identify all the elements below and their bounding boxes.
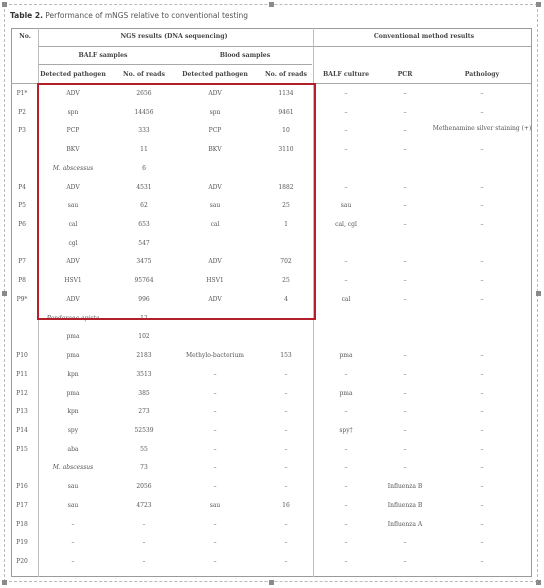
pcr-result: – <box>403 352 407 360</box>
pcr-result: – <box>403 258 407 266</box>
pathology-result: – <box>480 258 484 266</box>
row-number: P8 <box>18 277 26 285</box>
header-blood-samples: Blood samples <box>219 52 271 59</box>
row-number: P16 <box>16 483 28 491</box>
blood-reads: 4 <box>284 295 288 303</box>
balf-reads: 95764 <box>134 277 154 285</box>
blood-pathogen: PCP <box>208 127 222 135</box>
balf-reads: 4531 <box>136 183 152 191</box>
balf-pathogen: M. abscessus <box>52 464 94 472</box>
balf-culture: – <box>344 183 348 191</box>
header-blood-reads: No. of reads <box>265 71 307 78</box>
balf-culture: – <box>344 277 348 285</box>
balf-culture: pma <box>339 389 353 397</box>
balf-pathogen: ADV <box>66 90 80 97</box>
row-number: P13 <box>16 408 28 416</box>
balf-pathogen: spy <box>67 426 79 434</box>
pathology-result: Methenamine silver staining (+) <box>432 125 532 133</box>
blood-reads: – <box>284 408 288 416</box>
blood-reads: – <box>284 389 288 397</box>
blood-reads: – <box>284 483 288 491</box>
balf-pathogen: pma <box>66 389 80 397</box>
pathology-result: – <box>480 370 484 378</box>
resize-handle-top-right[interactable] <box>536 2 541 7</box>
pathology-result: – <box>480 146 484 154</box>
header-balf-culture: BALF culture <box>322 71 370 78</box>
balf-reads: – <box>142 539 146 547</box>
row-number: P10 <box>16 352 28 360</box>
pathology-result: – <box>480 539 484 547</box>
pcr-result: – <box>403 558 407 565</box>
balf-reads: 12 <box>140 314 148 322</box>
pcr-result: – <box>403 183 407 191</box>
balf-pathogen: kpn <box>67 370 79 378</box>
balf-reads: – <box>142 520 146 528</box>
blood-reads: – <box>284 370 288 378</box>
pathology-result: – <box>480 352 484 360</box>
blood-reads: – <box>284 539 288 547</box>
pcr-result: – <box>403 221 407 229</box>
blood-pathogen: – <box>213 389 217 397</box>
pcr-result: – <box>403 202 407 210</box>
balf-reads: 62 <box>140 202 148 210</box>
blood-reads: 10 <box>282 127 290 135</box>
pcr-result: Influenza A <box>387 520 423 528</box>
balf-culture: – <box>344 539 348 547</box>
balf-reads: 547 <box>138 239 150 247</box>
balf-pathogen: – <box>71 558 75 565</box>
balf-pathogen: PCP <box>66 127 80 135</box>
balf-reads: 11 <box>140 146 148 154</box>
blood-pathogen: HSV1 <box>206 277 224 285</box>
balf-culture: – <box>344 558 348 565</box>
balf-reads: 73 <box>140 464 148 472</box>
header-balf-pathogen: Detected pathogen <box>40 71 106 78</box>
blood-reads: 25 <box>282 202 290 210</box>
pathology-result: – <box>480 426 484 434</box>
balf-pathogen: sau <box>67 483 79 491</box>
balf-pathogen: Pandoraea apista <box>46 314 100 322</box>
pcr-result: – <box>403 426 407 434</box>
table-caption-text: Performance of mNGS relative to conventional testing <box>42 11 248 20</box>
row-number: P12 <box>16 389 28 397</box>
balf-reads: 2183 <box>136 352 152 360</box>
pcr-result: – <box>403 127 407 135</box>
balf-culture: – <box>344 408 348 416</box>
balf-culture: – <box>344 146 348 154</box>
pathology-result: – <box>480 501 484 509</box>
blood-pathogen: cal <box>210 221 220 229</box>
balf-reads: 3475 <box>136 258 152 266</box>
balf-reads: 6 <box>142 164 146 172</box>
blood-pathogen: – <box>213 370 217 378</box>
row-number: P7 <box>18 258 26 266</box>
blood-pathogen: ADV <box>208 183 222 191</box>
row-number: P4 <box>18 183 26 191</box>
blood-pathogen: – <box>213 426 217 434</box>
row-number: P2 <box>18 108 26 116</box>
balf-reads: 2656 <box>136 90 152 97</box>
blood-pathogen: ADV <box>208 258 222 266</box>
header-pcr: PCR <box>397 71 413 78</box>
balf-pathogen: pma <box>66 333 80 341</box>
balf-pathogen: spn <box>67 108 79 116</box>
pcr-result: – <box>403 108 407 116</box>
pathology-result: – <box>480 464 484 472</box>
balf-pathogen: M. abscessus <box>52 164 94 172</box>
pathology-result: – <box>480 483 484 491</box>
pcr-result: – <box>403 90 407 97</box>
rule-ngs-split <box>38 64 312 65</box>
blood-reads: 3110 <box>278 146 294 154</box>
blood-reads: – <box>284 520 288 528</box>
balf-culture: – <box>344 483 348 491</box>
pcr-result: – <box>403 277 407 285</box>
blood-reads: 1 <box>284 221 288 229</box>
row-number: P1* <box>16 90 28 97</box>
balf-pathogen: sau <box>67 202 79 210</box>
balf-reads: 333 <box>138 127 150 135</box>
balf-culture: – <box>344 501 348 509</box>
balf-pathogen: ADV <box>66 258 80 266</box>
balf-reads: 3513 <box>136 370 152 378</box>
row-number: P14 <box>16 426 28 434</box>
balf-culture: cal, cgl <box>335 221 357 229</box>
balf-culture: cal <box>341 295 351 303</box>
pathology-result: – <box>480 408 484 416</box>
rule-header-top <box>38 46 531 47</box>
pcr-result: – <box>403 539 407 547</box>
balf-pathogen: cgl <box>68 239 78 247</box>
balf-pathogen: – <box>71 539 75 547</box>
blood-reads: 153 <box>280 352 292 360</box>
blood-pathogen: – <box>213 445 217 453</box>
blood-pathogen: spn <box>209 108 221 116</box>
balf-pathogen: HSV1 <box>64 277 82 285</box>
balf-culture: – <box>344 108 348 116</box>
balf-pathogen: – <box>71 520 75 528</box>
pcr-result: – <box>403 146 407 154</box>
highlight-box <box>37 83 316 320</box>
pathology-result: – <box>480 202 484 210</box>
balf-reads: 14456 <box>134 108 154 116</box>
resize-handle-top-middle[interactable] <box>269 2 274 7</box>
header-no: No. <box>19 33 31 40</box>
balf-reads: 385 <box>138 389 150 397</box>
balf-culture: – <box>344 258 348 266</box>
blood-reads: – <box>284 426 288 434</box>
resize-handle-middle-right[interactable] <box>536 291 541 296</box>
blood-reads: 702 <box>280 258 292 266</box>
balf-culture: – <box>344 445 348 453</box>
row-number: P15 <box>16 445 28 453</box>
balf-culture: – <box>344 370 348 378</box>
balf-reads: 653 <box>138 221 150 229</box>
pcr-result: – <box>403 295 407 303</box>
resize-handle-top-left[interactable] <box>2 2 7 7</box>
pathology-result: – <box>480 445 484 453</box>
blood-reads: 16 <box>282 501 290 509</box>
blood-pathogen: – <box>213 464 217 472</box>
balf-reads: 996 <box>138 295 150 303</box>
pcr-result: – <box>403 370 407 378</box>
balf-pathogen: kpn <box>67 408 79 416</box>
pcr-result: Influenza B <box>387 501 423 509</box>
header-conventional-results: Conventional method results <box>373 33 475 40</box>
balf-reads: – <box>142 558 146 565</box>
balf-pathogen: cal <box>68 221 78 229</box>
balf-pathogen: BKV <box>66 146 80 154</box>
blood-reads: 9461 <box>278 108 294 116</box>
balf-reads: 4723 <box>136 501 152 509</box>
pathology-result: – <box>480 277 484 285</box>
balf-culture: – <box>344 464 348 472</box>
resize-handle-bottom-middle[interactable] <box>269 580 274 585</box>
blood-pathogen: – <box>213 408 217 416</box>
pathology-result: – <box>480 183 484 191</box>
blood-reads: – <box>284 558 288 565</box>
pcr-result: – <box>403 445 407 453</box>
row-number: P3 <box>18 127 26 135</box>
pathology-result: – <box>480 221 484 229</box>
blood-pathogen: Methylo-bacterium <box>186 352 244 360</box>
row-number: P11 <box>16 370 28 378</box>
blood-pathogen: ADV <box>208 90 222 97</box>
header-blood-pathogen: Detected pathogen <box>182 71 248 78</box>
header-pathology: Pathology <box>464 71 500 78</box>
balf-pathogen: sau <box>67 501 79 509</box>
table-caption <box>10 11 248 20</box>
balf-reads: 102 <box>138 333 150 341</box>
row-number: P19 <box>16 539 28 547</box>
blood-pathogen: sau <box>209 202 221 210</box>
balf-culture: pma <box>339 352 353 360</box>
resize-handle-bottom-right[interactable] <box>536 580 541 585</box>
row-number: P17 <box>16 501 28 509</box>
resize-handle-bottom-left[interactable] <box>2 580 7 585</box>
row-number: P9* <box>16 295 28 303</box>
pathology-result: – <box>480 389 484 397</box>
row-number: P18 <box>16 520 28 528</box>
balf-culture: spy† <box>339 426 353 434</box>
blood-reads: 25 <box>282 277 290 285</box>
balf-pathogen: pma <box>66 352 80 360</box>
header-ngs-results: NGS results (DNA sequencing) <box>120 33 228 40</box>
pcr-result: – <box>403 464 407 472</box>
blood-reads: – <box>284 464 288 472</box>
blood-pathogen: BKV <box>208 146 222 154</box>
balf-reads: 2056 <box>136 483 152 491</box>
balf-culture: – <box>344 520 348 528</box>
header-balf-reads: No. of reads <box>123 71 165 78</box>
balf-culture: – <box>344 90 348 97</box>
pathology-result: – <box>480 558 484 565</box>
balf-pathogen: ADV <box>66 183 80 191</box>
balf-pathogen: ADV <box>66 295 80 303</box>
balf-reads: 52539 <box>134 426 154 434</box>
balf-culture: – <box>344 127 348 135</box>
blood-pathogen: – <box>213 483 217 491</box>
pcr-result: – <box>403 408 407 416</box>
pathology-result: – <box>480 520 484 528</box>
balf-culture: sau <box>340 202 352 210</box>
resize-handle-middle-left[interactable] <box>2 291 7 296</box>
pathology-result: – <box>480 108 484 116</box>
pathology-result: – <box>480 90 484 97</box>
pcr-result: – <box>403 389 407 397</box>
row-number: P6 <box>18 221 26 229</box>
blood-pathogen: – <box>213 520 217 528</box>
blood-pathogen: sau <box>209 501 221 509</box>
pathology-result: – <box>480 295 484 303</box>
header-balf-samples: BALF samples <box>78 52 128 59</box>
row-number: P20 <box>16 558 28 565</box>
blood-pathogen: – <box>213 558 217 565</box>
row-number: P5 <box>18 202 26 210</box>
blood-reads: 1134 <box>278 90 294 97</box>
table-caption-label: Table 2. <box>10 11 43 20</box>
blood-pathogen: ADV <box>208 295 222 303</box>
blood-reads: 1882 <box>278 183 294 191</box>
blood-pathogen: – <box>213 539 217 547</box>
balf-reads: 55 <box>140 445 148 453</box>
blood-reads: – <box>284 445 288 453</box>
pcr-result: Influenza B <box>387 483 423 491</box>
balf-reads: 273 <box>138 408 150 416</box>
balf-pathogen: aba <box>67 445 79 453</box>
